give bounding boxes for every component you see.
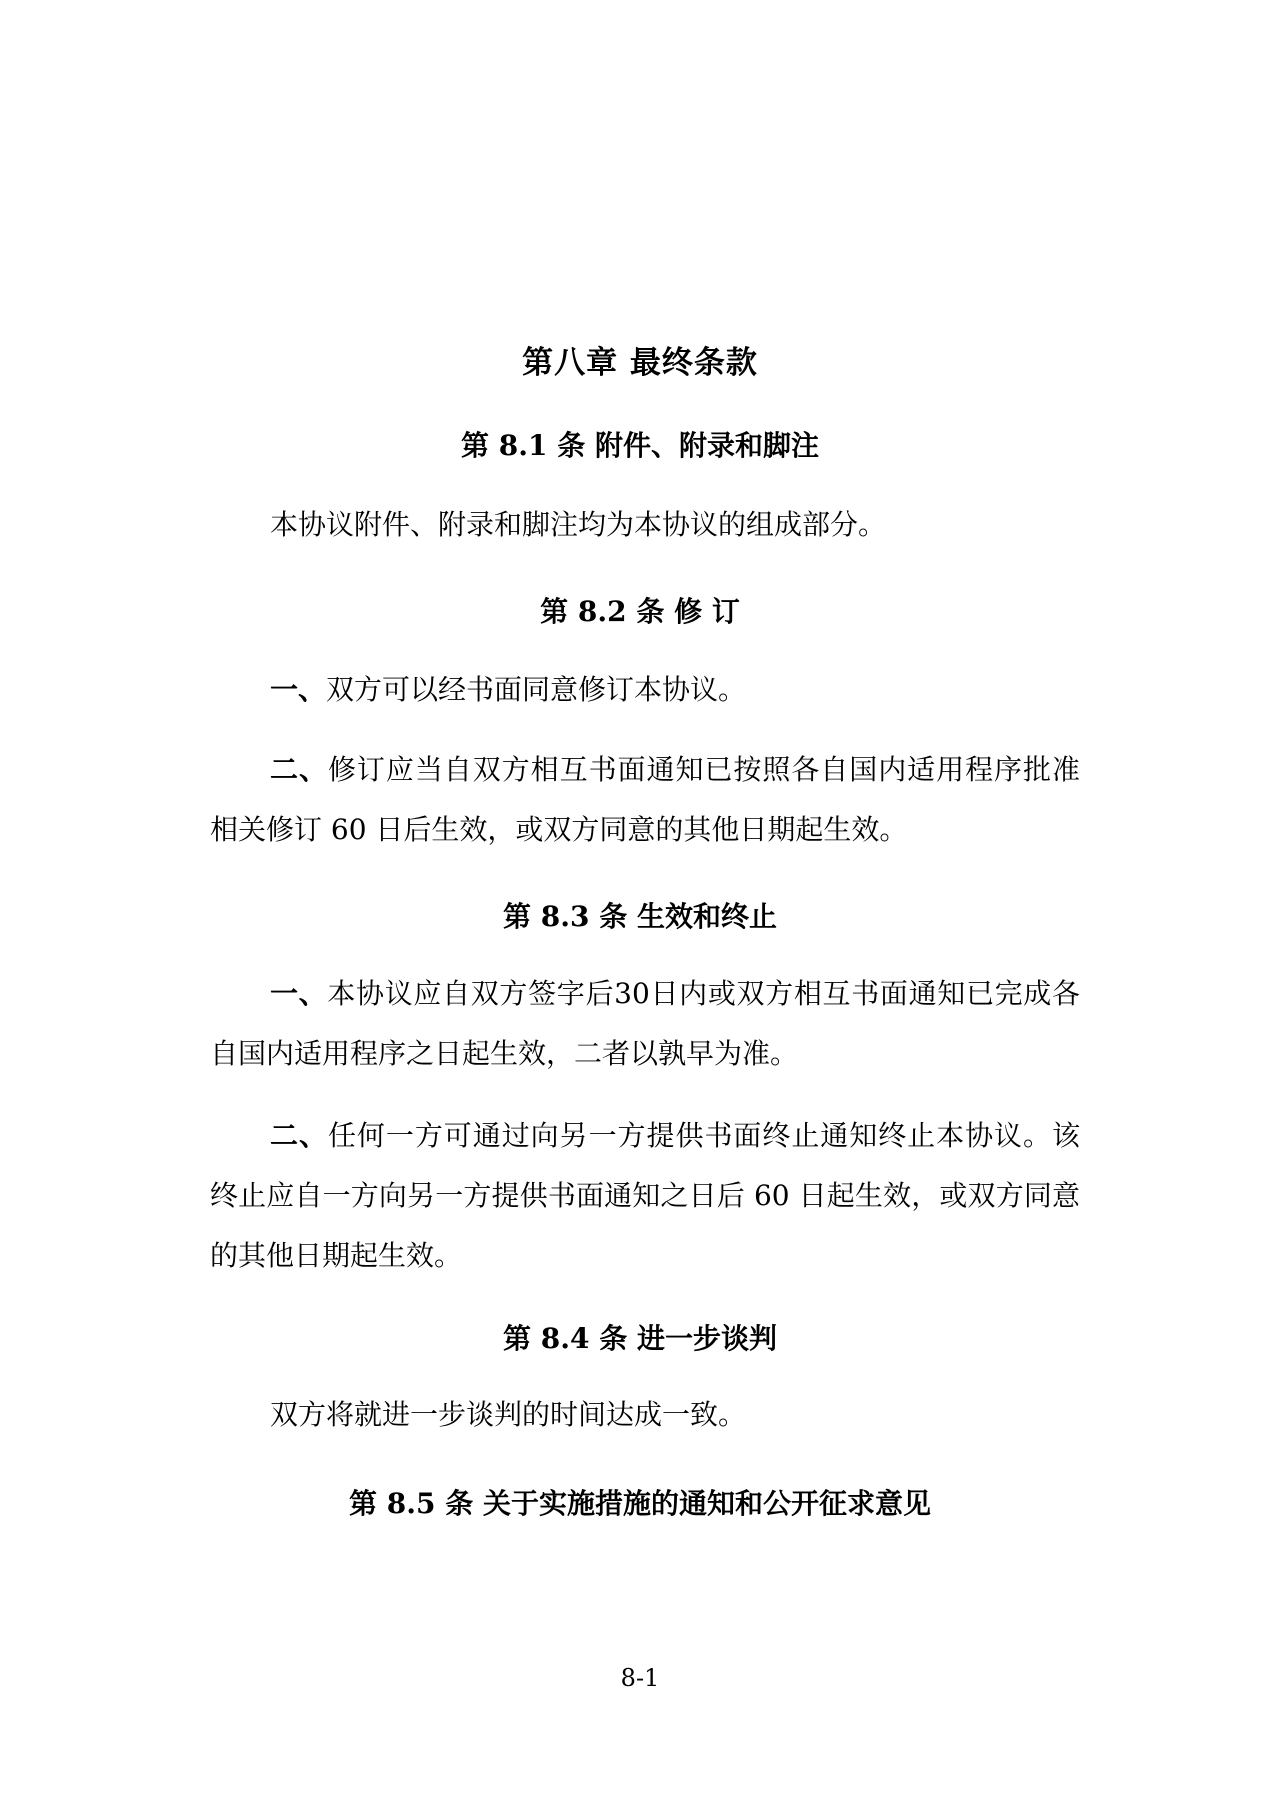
paragraph-text: 任何一方可通过向另一方提供书面终止通知终止本协议。该终止应自一方向另一方提供书面通知之日后 60 日起生效，或双方同意的其他日期起生效。	[210, 1119, 1080, 1272]
article-8-3-title: 第 8.3 条 生效和终止	[503, 900, 777, 933]
article-8-1-title: 第 8.1 条 附件、附录和脚注	[461, 429, 819, 462]
paragraph-text: 本协议附件、附录和脚注均为本协议的组成部分。	[270, 508, 887, 541]
page-number: 8-1	[620, 1664, 660, 1692]
paragraph-lead: 二、	[270, 1119, 328, 1152]
article-8-2-title: 第 8.2 条 修 订	[540, 595, 740, 628]
paragraph-lead: 二、	[270, 753, 328, 786]
article-8-5-title: 第 8.5 条 关于实施措施的通知和公开征求意见	[349, 1487, 931, 1520]
paragraph-text: 双方可以经书面同意修订本协议。	[326, 673, 747, 706]
article-8-3-paragraph-1	[210, 964, 1080, 1084]
paragraph-text: 双方将就进一步谈判的时间达成一致。	[270, 1398, 747, 1431]
article-8-2-paragraph-2	[210, 740, 1080, 860]
article-8-3-paragraph-2	[210, 1106, 1080, 1286]
article-8-1-paragraph	[210, 495, 1080, 555]
article-8-2-paragraph-1	[210, 660, 1080, 720]
chapter-title: 第八章 最终条款	[522, 345, 758, 381]
paragraph-lead: 一、	[270, 977, 328, 1010]
paragraph-text: 修订应当自双方相互书面通知已按照各自国内适用程序批准相关修订 60 日后生效，或双方同意的其他日期起生效。	[210, 753, 1080, 846]
article-8-4-title: 第 8.4 条 进一步谈判	[503, 1322, 777, 1355]
article-8-4-paragraph	[210, 1385, 1080, 1445]
paragraph-text: 本协议应自双方签字后30日内或双方相互书面通知已完成各自国内适用程序之日起生效，二者以孰早为准。	[210, 977, 1080, 1070]
paragraph-lead: 一、	[270, 673, 327, 706]
